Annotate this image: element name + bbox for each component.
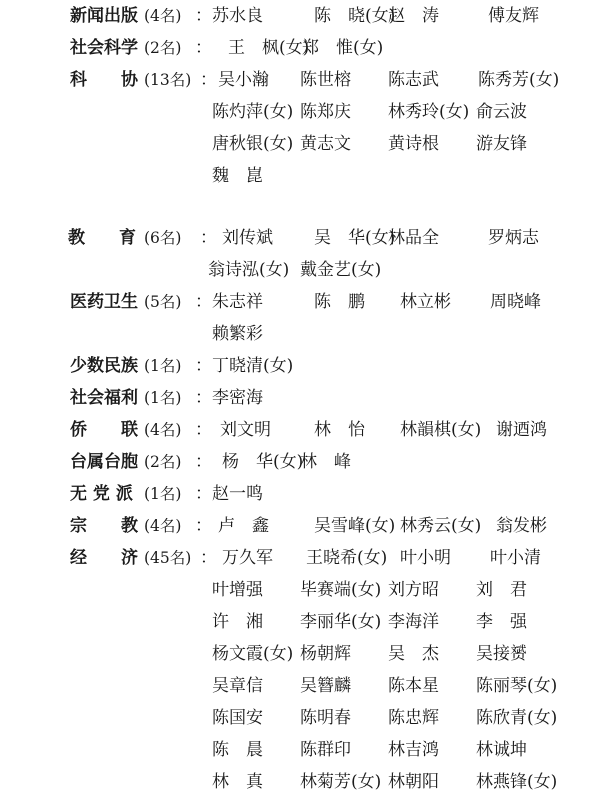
section-jingji-row-6 bbox=[0, 734, 600, 766]
member-name: 万久军 bbox=[222, 548, 273, 568]
member-name: 陈丽琴(女) bbox=[476, 676, 558, 696]
colon: ： bbox=[195, 38, 212, 58]
section-fuli-row-0 bbox=[0, 382, 600, 414]
member-name: 俞云波 bbox=[476, 102, 527, 122]
section-kexie-row-0 bbox=[0, 64, 600, 96]
member-name: 陈本星 bbox=[388, 676, 439, 696]
member-name: 陈志武 bbox=[388, 70, 439, 90]
member-count: (6名) bbox=[144, 229, 182, 247]
section-kexie-row-2 bbox=[0, 128, 600, 160]
category-label: 科 协 bbox=[70, 70, 138, 90]
member-count: (2名) bbox=[144, 453, 182, 471]
category-label: 社会福利 bbox=[70, 388, 138, 408]
member-count: (1名) bbox=[144, 389, 182, 407]
colon: ： bbox=[195, 356, 212, 376]
member-name: 吴簪麟 bbox=[300, 676, 351, 696]
section-zongjiao-row-0 bbox=[0, 510, 600, 542]
category-label: 宗 教 bbox=[70, 516, 138, 536]
category-label: 新闻出版 bbox=[70, 6, 138, 26]
colon: ： bbox=[195, 292, 212, 312]
member-name: 赵 涛 bbox=[388, 6, 439, 26]
member-name: 林秀玲(女) bbox=[388, 102, 470, 122]
member-name: 周晓峰 bbox=[490, 292, 541, 312]
member-name: 刘 君 bbox=[476, 580, 527, 600]
member-name: 李密海 bbox=[212, 388, 263, 408]
section-kexie-row-3 bbox=[0, 160, 600, 192]
member-name: 陈 晨 bbox=[212, 740, 263, 760]
member-name: 陈 晓(女) bbox=[314, 6, 396, 26]
member-name: 吴小瀚 bbox=[218, 70, 269, 90]
category-label: 教 育 bbox=[68, 228, 136, 248]
member-count: (45名) bbox=[144, 549, 192, 567]
section-jingji-row-2 bbox=[0, 606, 600, 638]
member-name: 黄诗根 bbox=[388, 134, 439, 154]
category-label: 台属台胞 bbox=[70, 452, 138, 472]
member-name: 翁诗泓(女) bbox=[208, 260, 290, 280]
member-name: 林吉鸿 bbox=[388, 740, 439, 760]
member-name: 朱志祥 bbox=[212, 292, 263, 312]
member-name: 林秀云(女) bbox=[400, 516, 482, 536]
member-name: 杨 华(女) bbox=[222, 452, 304, 472]
section-jingji-row-4 bbox=[0, 670, 600, 702]
member-count: (4名) bbox=[144, 421, 182, 439]
member-name: 罗炳志 bbox=[488, 228, 539, 248]
member-name: 林诚坤 bbox=[476, 740, 527, 760]
member-name: 谢迺鸿 bbox=[496, 420, 547, 440]
member-count: (4名) bbox=[144, 7, 182, 25]
category-label: 社会科学 bbox=[70, 38, 138, 58]
colon: ： bbox=[195, 6, 212, 26]
member-name: 黄志文 bbox=[300, 134, 351, 154]
member-name: 林菊芳(女) bbox=[300, 772, 382, 792]
member-name: 叶小清 bbox=[490, 548, 541, 568]
member-count: (13名) bbox=[144, 71, 192, 89]
colon: ： bbox=[200, 548, 217, 568]
member-name: 傅友辉 bbox=[488, 6, 539, 26]
member-name: 陈忠辉 bbox=[388, 708, 439, 728]
section-wudang-row-0 bbox=[0, 478, 600, 510]
section-kexie-row-1 bbox=[0, 96, 600, 128]
member-name: 魏 崑 bbox=[212, 166, 263, 186]
section-jingji-row-7 bbox=[0, 766, 600, 798]
member-name: 戴金艺(女) bbox=[300, 260, 382, 280]
member-name: 郑 惟(女) bbox=[302, 38, 384, 58]
member-name: 林 峰 bbox=[300, 452, 351, 472]
member-count: (1名) bbox=[144, 357, 182, 375]
member-count: (5名) bbox=[144, 293, 182, 311]
member-name: 赵一鸣 bbox=[212, 484, 263, 504]
member-count: (4名) bbox=[144, 517, 182, 535]
section-jingji-row-3 bbox=[0, 638, 600, 670]
colon: ： bbox=[195, 516, 212, 536]
member-name: 刘文明 bbox=[220, 420, 271, 440]
colon: ： bbox=[200, 70, 217, 90]
section-shehui-row-0 bbox=[0, 32, 600, 64]
section-jiaoyu-row-0 bbox=[0, 222, 600, 254]
member-name: 李丽华(女) bbox=[300, 612, 382, 632]
section-taishu-row-0 bbox=[0, 446, 600, 478]
member-name: 王晓希(女) bbox=[306, 548, 388, 568]
member-name: 林韻棋(女) bbox=[400, 420, 482, 440]
member-name: 陈灼萍(女) bbox=[212, 102, 294, 122]
member-name: 林品全 bbox=[388, 228, 439, 248]
member-name: 陈秀芳(女) bbox=[478, 70, 560, 90]
member-name: 叶小明 bbox=[400, 548, 451, 568]
section-yiyao-row-1 bbox=[0, 318, 600, 350]
category-label: 经 济 bbox=[70, 548, 138, 568]
member-name: 陈 鹏 bbox=[314, 292, 365, 312]
member-name: 林燕锋(女) bbox=[476, 772, 558, 792]
section-shaoshu-row-0 bbox=[0, 350, 600, 382]
category-label: 少数民族 bbox=[70, 356, 138, 376]
member-name: 游友锋 bbox=[476, 134, 527, 154]
member-name: 吴 杰 bbox=[388, 644, 439, 664]
member-name: 唐秋银(女) bbox=[212, 134, 294, 154]
member-name: 陈欣青(女) bbox=[476, 708, 558, 728]
colon: ： bbox=[200, 228, 217, 248]
category-label: 医药卫生 bbox=[70, 292, 138, 312]
member-name: 吴章信 bbox=[212, 676, 263, 696]
colon: ： bbox=[195, 484, 212, 504]
member-name: 翁发彬 bbox=[496, 516, 547, 536]
member-name: 刘传斌 bbox=[222, 228, 273, 248]
member-name: 杨文霞(女) bbox=[212, 644, 294, 664]
member-name: 李 强 bbox=[476, 612, 527, 632]
member-name: 林 真 bbox=[212, 772, 263, 792]
member-name: 刘方昭 bbox=[388, 580, 439, 600]
section-yiyao-row-0 bbox=[0, 286, 600, 318]
member-name: 陈明春 bbox=[300, 708, 351, 728]
member-name: 毕赛端(女) bbox=[300, 580, 382, 600]
member-count: (1名) bbox=[144, 485, 182, 503]
member-name: 陈世榕 bbox=[300, 70, 351, 90]
member-count: (2名) bbox=[144, 39, 182, 57]
member-name: 赖繁彩 bbox=[212, 324, 263, 344]
category-label: 无 党 派 bbox=[70, 484, 133, 504]
section-xinwen-row-0 bbox=[0, 0, 600, 32]
section-jingji-row-0 bbox=[0, 542, 600, 574]
member-name: 卢 鑫 bbox=[218, 516, 269, 536]
section-jiaoyu-row-1 bbox=[0, 254, 600, 286]
member-name: 陈国安 bbox=[212, 708, 263, 728]
member-name: 吴雪峰(女) bbox=[314, 516, 396, 536]
member-name: 叶增强 bbox=[212, 580, 263, 600]
member-name: 许 湘 bbox=[212, 612, 263, 632]
member-name: 杨朝辉 bbox=[300, 644, 351, 664]
category-label: 侨 联 bbox=[70, 420, 138, 440]
section-qiaolian-row-0 bbox=[0, 414, 600, 446]
section-jingji-row-5 bbox=[0, 702, 600, 734]
colon: ： bbox=[195, 420, 212, 440]
member-name: 丁晓清(女) bbox=[212, 356, 294, 376]
section-jingji-row-1 bbox=[0, 574, 600, 606]
member-name: 林 怡 bbox=[314, 420, 365, 440]
member-name: 吴 华(女) bbox=[314, 228, 396, 248]
colon: ： bbox=[195, 452, 212, 472]
member-name: 吴接赟 bbox=[476, 644, 527, 664]
member-name: 苏水良 bbox=[212, 6, 263, 26]
member-name: 王 枫(女) bbox=[228, 38, 310, 58]
colon: ： bbox=[195, 388, 212, 408]
member-name: 李海洋 bbox=[388, 612, 439, 632]
member-name: 陈群印 bbox=[300, 740, 351, 760]
member-name: 陈郑庆 bbox=[300, 102, 351, 122]
member-name: 林朝阳 bbox=[388, 772, 439, 792]
member-name: 林立彬 bbox=[400, 292, 451, 312]
